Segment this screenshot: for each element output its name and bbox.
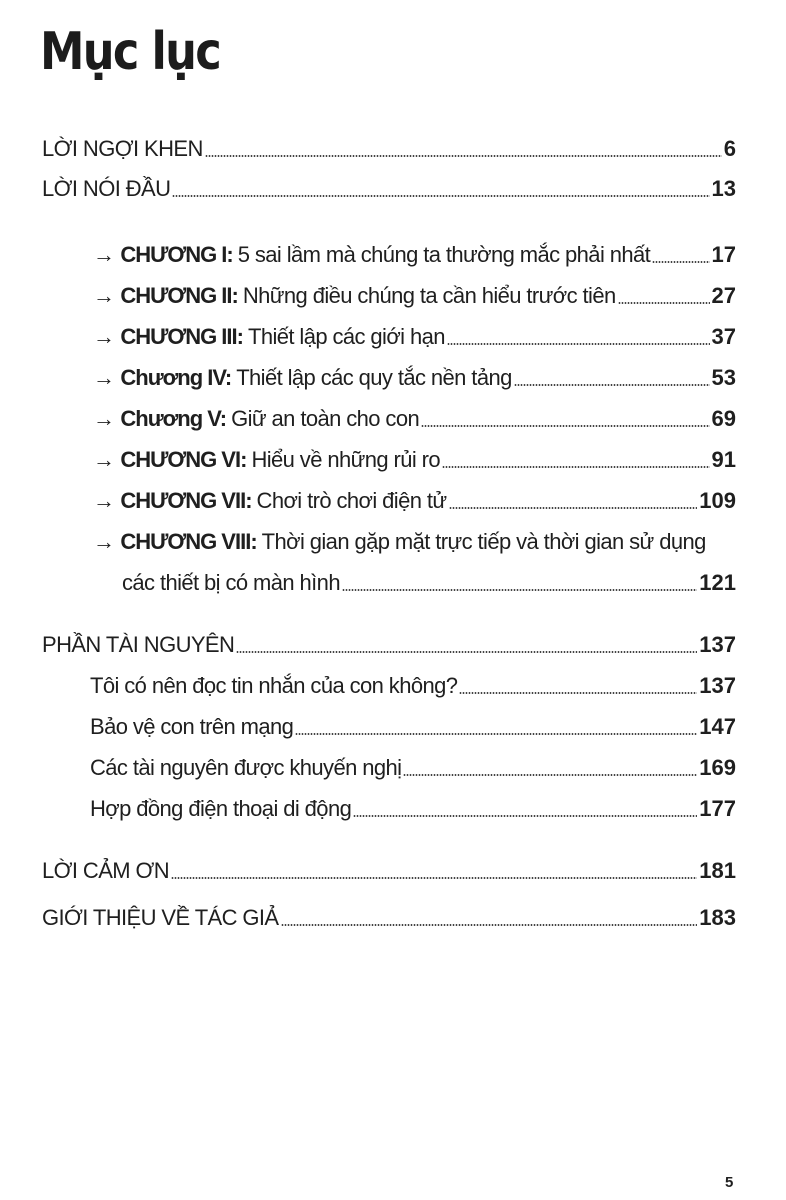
toc-entry-resources[interactable]: [42, 618, 736, 658]
chapter-title-continued: các thiết bị có màn hình: [122, 570, 340, 595]
toc-page-number: 147: [699, 714, 736, 739]
toc-page-number: 53: [711, 365, 736, 390]
chapter-title: Chơi trò chơi điện tử: [256, 488, 447, 513]
toc-entry-resource-item[interactable]: [90, 741, 736, 781]
chapter-number: CHƯƠNG III:: [120, 324, 243, 349]
toc-entry-front[interactable]: [42, 162, 736, 202]
toc-page-number: 13: [711, 176, 736, 201]
dot-leader: [652, 261, 709, 263]
toc-entry-chapter[interactable]: [93, 515, 736, 555]
toc-entry-resource-item[interactable]: [90, 782, 736, 822]
toc-label: LỜI NGỢI KHEN: [42, 136, 203, 161]
toc-entry-chapter[interactable]: [93, 310, 736, 350]
arrow-right-icon: →: [93, 447, 115, 472]
toc-label: Bảo vệ con trên mạng: [90, 714, 294, 739]
toc-entry-chapter-continued[interactable]: [122, 556, 736, 596]
chapter-title: Thiết lập các giới hạn: [247, 324, 445, 349]
toc-page-number: 37: [711, 324, 736, 349]
toc-entry-chapter[interactable]: [93, 228, 736, 268]
chapter-number: CHƯƠNG I:: [120, 242, 233, 267]
toc-entry-back[interactable]: [42, 891, 736, 931]
toc-entry-resource-item[interactable]: [90, 700, 736, 740]
toc-page-number: 183: [699, 905, 736, 930]
toc-page-number: 109: [699, 488, 736, 513]
dot-leader: [449, 507, 698, 509]
arrow-right-icon: →: [93, 529, 115, 554]
dot-leader: [281, 924, 698, 926]
arrow-right-icon: →: [93, 242, 115, 267]
dot-leader: [514, 384, 710, 386]
toc-entry-front[interactable]: [42, 122, 736, 162]
dot-leader: [459, 692, 697, 694]
toc-entry-chapter[interactable]: [93, 351, 736, 391]
chapter-title: Hiểu về những rủi ro: [251, 447, 441, 472]
chapter-number: Chương IV:: [120, 365, 232, 390]
page-number: 5: [725, 1174, 734, 1191]
toc-page-number: 91: [711, 447, 736, 472]
dot-leader: [171, 877, 697, 879]
toc-label: Hợp đồng điện thoại di động: [90, 796, 352, 821]
toc-page-number: 181: [699, 858, 736, 883]
dot-leader: [442, 466, 709, 468]
toc-entry-chapter[interactable]: [93, 269, 736, 309]
toc-page-number: 69: [711, 406, 736, 431]
chapter-number: Chương V:: [120, 406, 227, 431]
toc-page-number: 137: [699, 632, 736, 657]
toc-page-number: 27: [711, 283, 736, 308]
dot-leader: [353, 815, 697, 817]
toc-entry-chapter[interactable]: [93, 433, 736, 473]
page-title: Mục lục: [40, 22, 221, 82]
toc-label: PHẦN TÀI NGUYÊN: [42, 632, 235, 657]
toc-entry-chapter[interactable]: [93, 392, 736, 432]
chapter-title: Thiết lập các quy tắc nền tảng: [236, 365, 512, 390]
chapter-number: CHƯƠNG VII:: [120, 488, 252, 513]
toc-label: Các tài nguyên được khuyến nghị: [90, 755, 402, 780]
dot-leader: [447, 343, 710, 345]
toc-label: LỜI CẢM ƠN: [42, 858, 170, 883]
toc-label: GIỚI THIỆU VỀ TÁC GIẢ: [42, 905, 279, 930]
toc-page-number: 121: [699, 570, 736, 595]
arrow-right-icon: →: [93, 283, 115, 308]
toc-entry-resource-item[interactable]: [90, 659, 736, 699]
chapter-number: CHƯƠNG VI:: [120, 447, 247, 472]
toc-page-number: 177: [699, 796, 736, 821]
toc-label: LỜI NÓI ĐẦU: [42, 176, 171, 201]
chapter-title: Thời gian gặp mặt trực tiếp và thời gian sử dụng: [261, 529, 706, 554]
arrow-right-icon: →: [93, 365, 115, 390]
toc-label: Tôi có nên đọc tin nhắn của con không?: [90, 673, 458, 698]
dot-leader: [618, 302, 710, 304]
chapter-title: 5 sai lầm mà chúng ta thường mắc phải nhất: [237, 242, 651, 267]
toc-page-number: 137: [699, 673, 736, 698]
toc-page-number: 169: [699, 755, 736, 780]
toc-entry-back[interactable]: [42, 844, 736, 884]
chapter-number: CHƯƠNG VIII:: [120, 529, 257, 554]
arrow-right-icon: →: [93, 488, 115, 513]
chapter-title: Những điều chúng ta cần hiểu trước tiên: [242, 283, 616, 308]
dot-leader: [172, 195, 709, 197]
dot-leader: [295, 733, 697, 735]
chapter-number: CHƯƠNG II:: [120, 283, 238, 308]
toc-entry-chapter[interactable]: [93, 474, 736, 514]
arrow-right-icon: →: [93, 406, 115, 431]
chapter-title: Giữ an toàn cho con: [231, 406, 420, 431]
arrow-right-icon: →: [93, 324, 115, 349]
dot-leader: [342, 589, 697, 591]
toc-page-number: 6: [723, 136, 736, 161]
dot-leader: [403, 774, 697, 776]
toc-page-number: 17: [711, 242, 736, 267]
dot-leader: [236, 651, 697, 653]
dot-leader: [421, 425, 709, 427]
dot-leader: [205, 155, 722, 157]
